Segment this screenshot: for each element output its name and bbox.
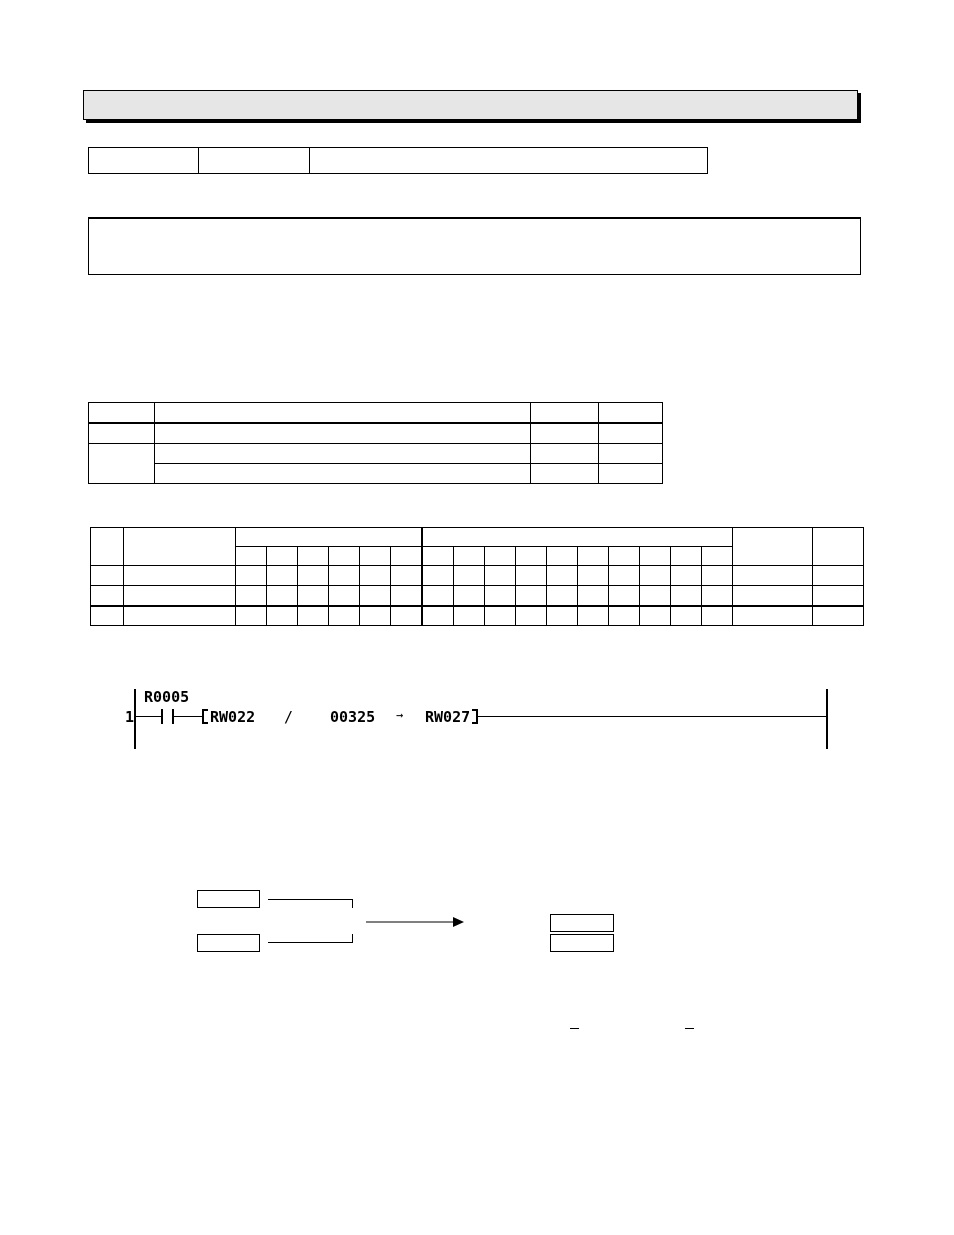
dash-mark-1: [570, 1028, 579, 1029]
contact-label: R0005: [144, 688, 190, 706]
operand-2: 00325: [330, 708, 376, 726]
operator-divide: /: [284, 708, 294, 726]
parameter-table: [88, 402, 663, 484]
dash-mark-2: [685, 1028, 694, 1029]
left-power-rail: [134, 689, 136, 749]
operand-table: [90, 527, 864, 626]
rung-wire: [478, 716, 826, 717]
right-power-rail: [826, 689, 828, 749]
input-box-2: [197, 934, 260, 952]
arrow-right-icon: [366, 916, 466, 928]
description-box: [88, 217, 861, 275]
section-title-bar: [83, 90, 858, 120]
transfer-arrow: →: [396, 708, 404, 722]
operand-1: RW022: [210, 708, 256, 726]
contact-left-bar: [161, 709, 163, 724]
destination-operand: RW027: [425, 708, 471, 726]
header-cell-3: [310, 148, 707, 173]
result-box-1: [550, 914, 614, 932]
input-box-1: [197, 890, 260, 908]
instruction-header-row: [88, 147, 708, 174]
header-cell-1: [89, 148, 199, 173]
result-box-2: [550, 934, 614, 952]
rung-number: 1: [125, 708, 135, 726]
header-cell-2: [199, 148, 310, 173]
